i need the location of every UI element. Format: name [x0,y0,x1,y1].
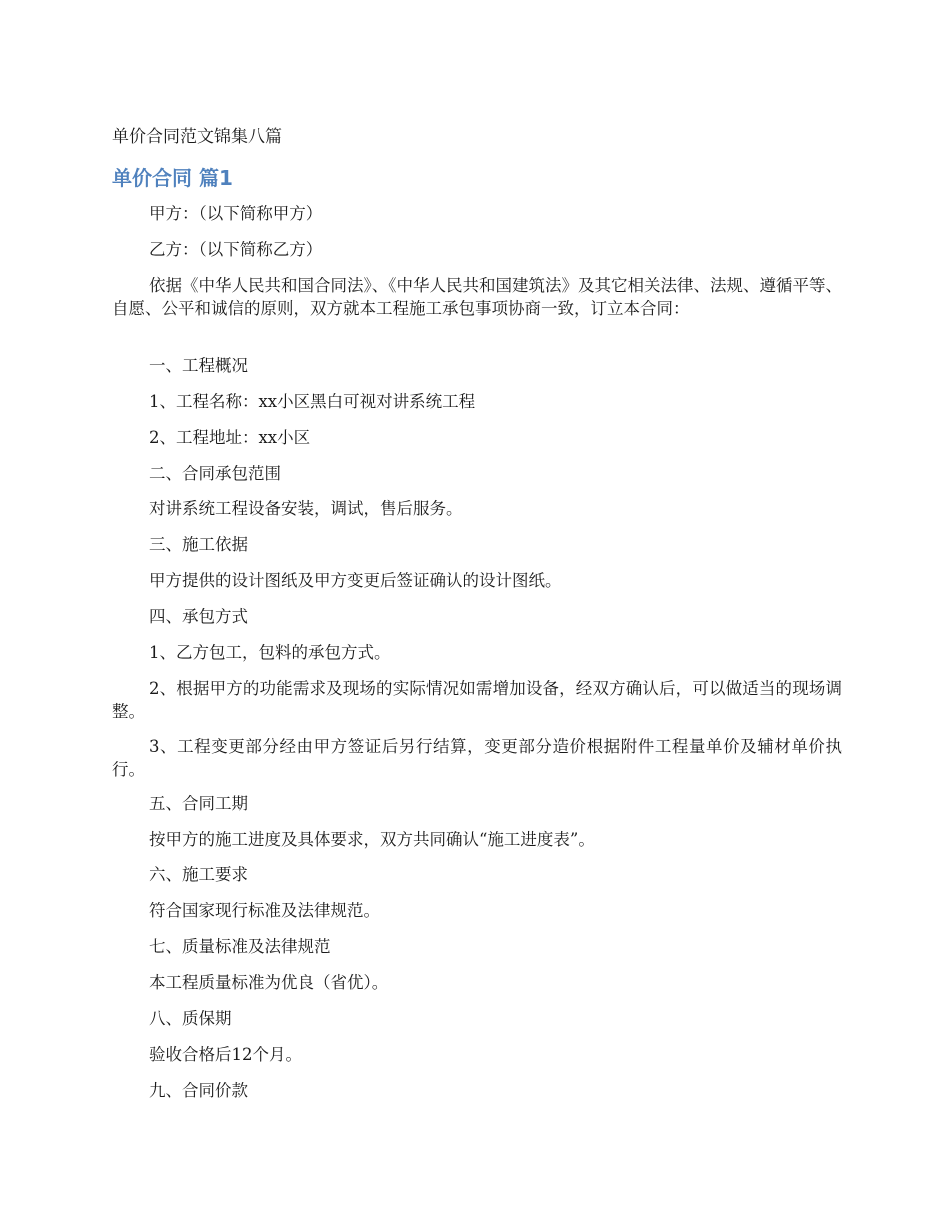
paragraph-contract-mode: 1、乙方包工，包料的承包方式。 [149,643,391,662]
paragraph-heading-8: 八、质保期 [149,1009,232,1028]
paragraph-basis: 甲方提供的设计图纸及甲方变更后签证确认的设计图纸。 [149,571,562,590]
paragraph-project-address: 2、工程地址：xx小区 [149,428,311,447]
paragraph-preamble: 依据《中华人民共和国合同法》、《中华人民共和国建筑法》及其它相关法律、法规、遵循平等、自愿、公平和诚信的原则，双方就本工程施工承包事项协商一致，订立本合同： [112,276,842,318]
paragraph-heading-9: 九、合同价款 [149,1081,248,1100]
paragraph-scope: 对讲系统工程设备安装，调试，售后服务。 [149,499,463,518]
paragraph-heading-3: 三、施工依据 [149,535,248,554]
paragraph-settlement: 3、工程变更部分经由甲方签证后另行结算，变更部分造价根据附件工程量单价及辅材单价执行。 [112,737,842,779]
paragraph-heading-2: 二、合同承包范围 [149,464,281,483]
section-heading: 单价合同 篇1 [112,166,233,190]
paragraph-heading-5: 五、合同工期 [149,794,248,813]
paragraph-requirements: 符合国家现行标准及法律规范。 [149,901,380,920]
paragraph-heading-4: 四、承包方式 [149,607,248,626]
paragraph-project-name: 1、工程名称：xx小区黑白可视对讲系统工程 [149,392,476,411]
paragraph-heading-6: 六、施工要求 [149,865,248,884]
paragraph-warranty: 验收合格后12个月。 [149,1045,302,1064]
paragraph-adjustment: 2、根据甲方的功能需求及现场的实际情况如需增加设备，经双方确认后，可以做适当的现场调整。 [112,679,842,721]
paragraph-schedule: 按甲方的施工进度及具体要求，双方共同确认“施工进度表”。 [149,830,595,849]
paragraph-heading-7: 七、质量标准及法律规范 [149,937,331,956]
paragraph-heading-1: 一、工程概况 [149,356,248,375]
paragraph-party-a: 甲方：（以下简称甲方） [149,204,323,223]
paragraph-party-b: 乙方：（以下简称乙方） [149,240,323,259]
document-title: 单价合同范文锦集八篇 [112,127,282,147]
paragraph-quality: 本工程质量标准为优良（省优）。 [149,973,389,992]
